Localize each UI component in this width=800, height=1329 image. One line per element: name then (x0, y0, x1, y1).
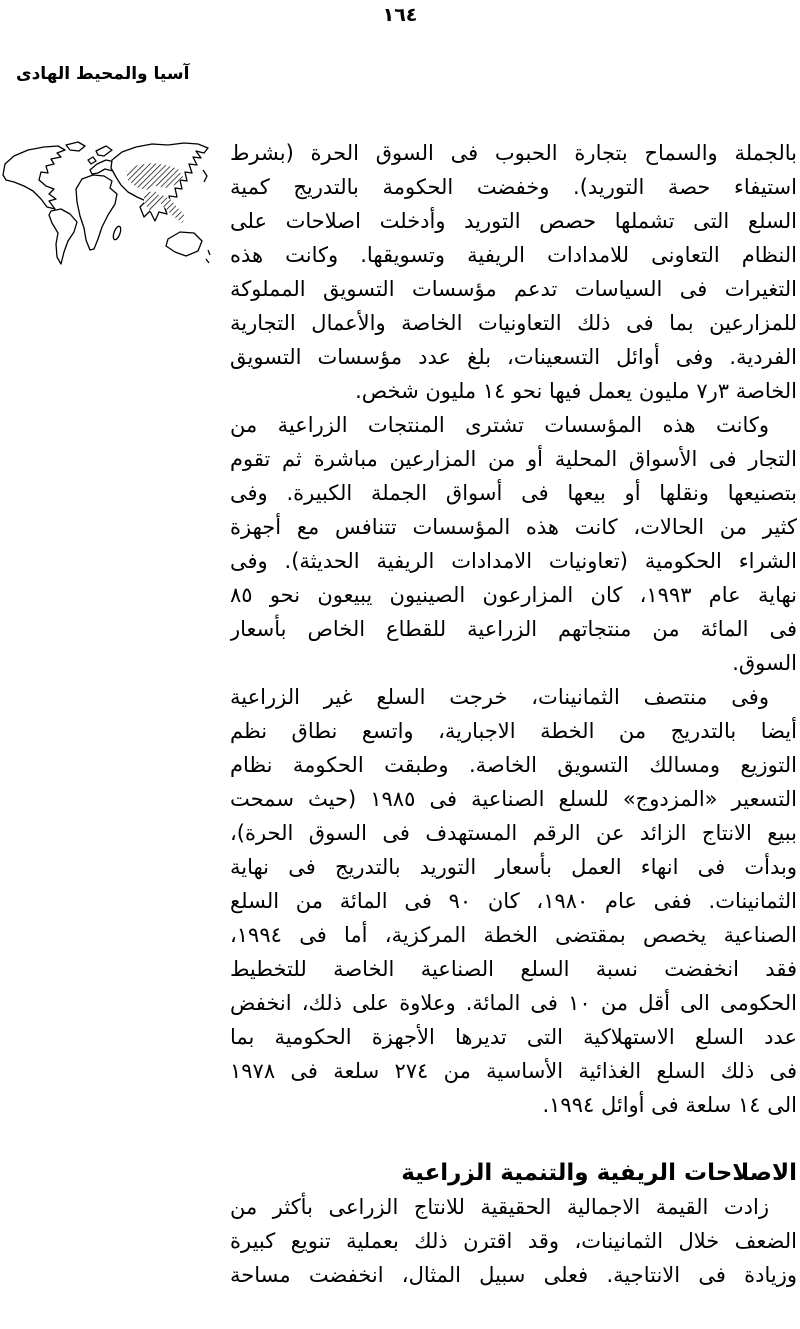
text-line: الضعف خلال الثمانينات، وقد اقترن ذلك بعملية تنويع كبيرة (230, 1229, 797, 1253)
text-line: زادت القيمة الاجمالية الحقيقية للانتاج الزراعى بأكثر من (230, 1195, 769, 1219)
text-line: استيفاء حصة التوريد). وخفضت الحكومة بالتدريج كمية (230, 175, 797, 199)
text-line: وفى منتصف الثمانينات، خرجت السلع غير الزراعية (230, 685, 769, 709)
text-line: النظام التعاونى للامدادات الريفية وتسويقها. وكانت هذه (230, 243, 797, 267)
text-line: الحكومى الى أقل من ١٠ فى المائة. وعلاوة على ذلك، انخفض (230, 991, 797, 1015)
text-line: كثير من الحالات، كانت هذه المؤسسات تتنافس مع أجهزة (230, 515, 797, 539)
text-line: السوق. (732, 651, 797, 675)
world-map-asia-highlighted-icon (0, 138, 216, 270)
text-line: الخاصة ٣ر٧ مليون يعمل فيها نحو ١٤ مليون شخص. (355, 379, 797, 403)
text-line: فى المائة من منتجاتهم الزراعية للقطاع الخاص بأسعار (230, 617, 797, 641)
world-map (0, 138, 216, 270)
text-line: أيضا بالتدريج من الخطة الاجبارية، واتسع نطاق نظم (230, 719, 797, 743)
region-header: آسيا والمحيط الهادى (16, 64, 190, 84)
text-line: الفردية. وفى أوائل التسعينات، بلغ عدد مؤسسات التسويق (230, 345, 797, 369)
text-line: السلع التى تشملها حصص التوريد وأدخلت اصلاحات على (230, 209, 797, 233)
text-line: التجار فى الأسواق المحلية أو من المزارعين مباشرة ثم تقوم (230, 447, 797, 471)
text-line: الى ١٤ سلعة فى أوائل ١٩٩٤. (542, 1093, 797, 1117)
text-line: وزيادة فى الانتاجية. فعلى سبيل المثال، انخفضت مساحة (230, 1263, 797, 1287)
text-line: التوزيع ومسالك التسويق الخاصة. وطبقت الحكومة نظام (230, 753, 797, 777)
text-line: التغيرات فى السياسات تدعم مؤسسات التسويق المملوكة (230, 277, 797, 301)
text-line: ببيع الانتاج الزائد عن الرقم المستهدف فى السوق الحرة)، (230, 821, 797, 845)
text-line: فى ذلك السلع الغذائية الأساسية من ٢٧٤ سلعة فى ١٩٧٨ (230, 1059, 797, 1083)
text-line: الصناعية يخصص بمقتضى الخطة المركزية، أما فى ١٩٩٤، (230, 923, 797, 947)
text-line: وكانت هذه المؤسسات تشترى المنتجات الزراعية من (230, 413, 769, 437)
text-line: عدد السلع الاستهلاكية التى تديرها الأجهزة الحكومية بما (230, 1025, 797, 1049)
article-text (230, 136, 797, 1292)
text-line: الشراء الحكومية (تعاونيات الامدادات الريفية الحديثة). وفى (230, 549, 797, 573)
text-line: التسعير «المزدوج» للسلع الصناعية فى ١٩٨٥ (حيث سمحت (230, 787, 797, 811)
text-line: بالجملة والسماح بتجارة الحبوب فى السوق الحرة (بشرط (230, 141, 797, 165)
text-line: بتصنيعها ونقلها أو بيعها فى أسواق الجملة الكبيرة. وفى (230, 481, 797, 505)
section-heading: الاصلاحات الريفية والتنمية الزراعية (401, 1160, 797, 1186)
text-line: وبدأت فى انهاء العمل بأسعار التوريد بالتدريج فى نهاية (230, 855, 797, 879)
text-line: للمزارعين بما فى ذلك التعاونيات الخاصة والأعمال التجارية (230, 311, 797, 335)
text-line: الثمانينات. ففى عام ١٩٨٠، كان ٩٠ فى المائة من السلع (230, 889, 797, 913)
text-line: نهاية عام ١٩٩٣، كان المزارعون الصينيون يبيعون نحو ٨٥ (230, 583, 797, 607)
page-number: ١٦٤ (382, 4, 418, 26)
text-line: فقد انخفضت نسبة السلع الصناعية الخاصة للتخطيط (230, 957, 797, 981)
